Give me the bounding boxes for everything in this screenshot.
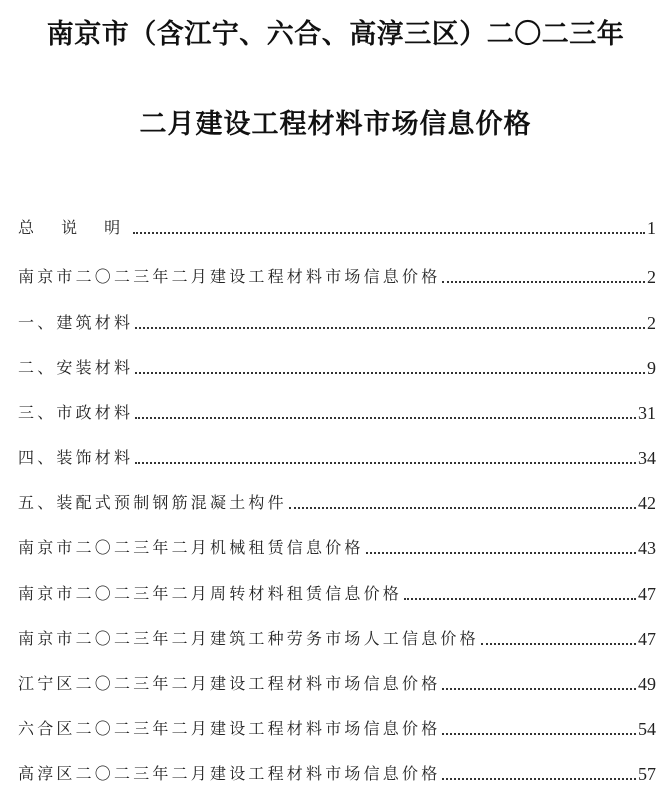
toc-entry-label: 南京市二〇二三年二月建设工程材料市场信息价格	[18, 267, 441, 286]
toc-entry-precast-concrete[interactable]	[18, 489, 656, 513]
toc-entry-nanjing-materials[interactable]	[18, 263, 656, 287]
toc-entry-page: 47	[638, 629, 656, 649]
toc-entry-machinery-rental[interactable]	[18, 534, 656, 558]
toc-entry-gaochun-materials[interactable]	[18, 760, 656, 784]
toc-entry-page: 2	[647, 313, 656, 333]
toc-dot-leader	[481, 623, 636, 645]
toc-dot-leader	[442, 713, 636, 735]
toc-entry-municipal-materials[interactable]	[18, 399, 656, 423]
toc-entry-page: 49	[638, 674, 656, 694]
toc-entry-page: 31	[638, 403, 656, 423]
toc-entry-label: 南京市二〇二三年二月机械租赁信息价格	[18, 538, 364, 557]
toc-entry-label: 五、装配式预制钢筋混凝土构件	[18, 493, 287, 512]
toc-entry-turnover-materials-rental[interactable]	[18, 580, 656, 604]
toc-entry-label: 三、市政材料	[18, 403, 134, 422]
toc-dot-leader	[135, 307, 645, 329]
toc-entry-installation-materials[interactable]	[18, 354, 656, 378]
toc-entry-label: 南京市二〇二三年二月周转材料租赁信息价格	[18, 584, 403, 603]
toc-entry-label: 四、装饰材料	[18, 448, 134, 467]
toc-entry-building-materials[interactable]	[18, 309, 656, 333]
toc-entry-label: 江宁区二〇二三年二月建设工程材料市场信息价格	[18, 674, 441, 693]
toc-dot-leader	[135, 442, 636, 464]
toc-entry-label: 二、安装材料	[18, 358, 134, 377]
toc-entry-page: 54	[638, 719, 656, 739]
toc-dot-leader	[133, 212, 645, 234]
toc-entry-page: 57	[638, 764, 656, 784]
toc-entry-label: 一、建筑材料	[18, 313, 134, 332]
toc-dot-leader	[289, 487, 636, 509]
toc-dot-leader	[442, 261, 645, 283]
toc-entry-page: 9	[647, 358, 656, 378]
toc-entry-labor-prices[interactable]	[18, 625, 656, 649]
toc-entry-page: 2	[647, 267, 656, 287]
toc-entry-page: 34	[638, 448, 656, 468]
toc-entry-label: 总 说 明	[18, 218, 132, 237]
toc-entry-page: 47	[638, 584, 656, 604]
toc-entry-page: 1	[647, 218, 656, 238]
toc-entry-label: 六合区二〇二三年二月建设工程材料市场信息价格	[18, 719, 441, 738]
toc-entry-luhe-materials[interactable]	[18, 715, 656, 739]
toc-entry-decoration-materials[interactable]	[18, 444, 656, 468]
toc-dot-leader	[135, 352, 645, 374]
document-title-line-1: 南京市（含江宁、六合、高淳三区）二〇二三年	[46, 19, 625, 50]
toc-entry-label: 南京市二〇二三年二月建筑工种劳务市场人工信息价格	[18, 629, 479, 648]
toc-dot-leader	[442, 758, 636, 780]
toc-dot-leader	[404, 578, 636, 600]
toc-entry-page: 42	[638, 493, 656, 513]
toc-entry-page: 43	[638, 538, 656, 558]
toc-dot-leader	[442, 668, 636, 690]
toc-dot-leader	[135, 397, 636, 419]
toc-entry-general-notes[interactable]	[18, 214, 656, 238]
toc-entry-jiangning-materials[interactable]	[18, 670, 656, 694]
toc-entry-label: 高淳区二〇二三年二月建设工程材料市场信息价格	[18, 764, 441, 783]
toc-dot-leader	[366, 532, 636, 554]
document-title-line-2: 二月建设工程材料市场信息价格	[139, 109, 532, 140]
